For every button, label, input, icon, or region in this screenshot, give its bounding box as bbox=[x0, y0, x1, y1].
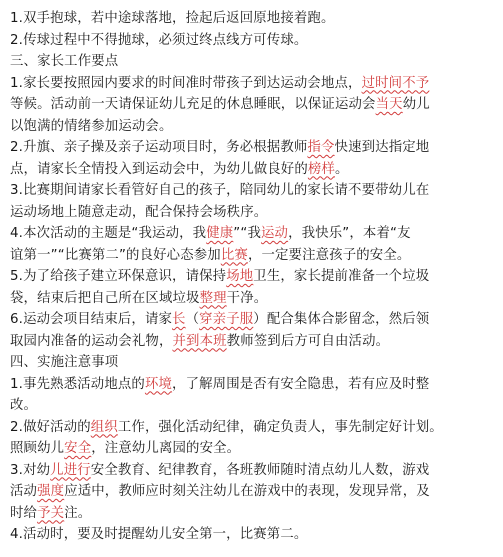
marked-text: 当天 bbox=[375, 97, 403, 112]
document-line bbox=[10, 309, 495, 331]
text-run: ，我快乐”，本着“友 bbox=[288, 226, 411, 241]
text-run: 袋，结束后把自己所在区域垃圾 bbox=[10, 290, 200, 306]
text-run: 4.活动时，要及时提醒幼儿安全第一，比赛第二。 bbox=[10, 527, 308, 542]
text-run: ，一定要注意孩子的安全。 bbox=[247, 247, 411, 263]
document-line bbox=[10, 524, 495, 546]
marked-text: 儿进行 bbox=[50, 462, 91, 478]
document-line bbox=[10, 159, 495, 181]
text-run: 点，请家长全情投入到运动会中，为幼儿做良好的 bbox=[10, 161, 308, 177]
text-run: 应适中，教师应时刻关注幼儿在游戏中的表现，发现异常，及 bbox=[64, 484, 430, 499]
marked-text: 强度 bbox=[37, 484, 65, 499]
marked-text: 场地 bbox=[226, 269, 254, 284]
text-run: 1.事先熟悉活动地点的 bbox=[10, 376, 145, 392]
marked-text: 长 bbox=[172, 312, 186, 327]
text-run: 改。 bbox=[10, 398, 38, 413]
text-run: 1.家长要按照园内要求的时间准时带孩子到达运动会地点， bbox=[10, 75, 362, 91]
text-run: 6.运动会项目结束后，请家 bbox=[10, 312, 173, 327]
text-run: 运动场地上随意走动，配合保持会场秩序。 bbox=[10, 204, 268, 220]
document-line bbox=[10, 8, 495, 30]
marked-text: 运动 bbox=[261, 226, 289, 241]
marked-text: 组织 bbox=[90, 419, 118, 435]
marked-text: 健康 bbox=[206, 226, 234, 241]
text-run: 三、家长工作要点 bbox=[10, 54, 119, 69]
marked-text: 指令 bbox=[307, 140, 335, 155]
text-run: 四、实施注意事项 bbox=[10, 355, 119, 370]
text-run: 工作，强化活动纪律，确定负责人，事先制定好计划。 bbox=[117, 419, 443, 435]
text-run: 卫生，家长提前准备一个垃圾 bbox=[253, 269, 430, 284]
text-run: 照顾幼儿 bbox=[10, 441, 65, 456]
marked-text: 予关 bbox=[37, 505, 65, 521]
document-line bbox=[10, 73, 495, 95]
text-run: 注。 bbox=[64, 505, 92, 521]
text-run: 谊第一”“比赛第二”的良好心态参加 bbox=[10, 247, 221, 263]
text-run: 时给 bbox=[10, 505, 38, 521]
document-line bbox=[10, 202, 495, 224]
document-line bbox=[10, 417, 495, 439]
text-run: 2.升旗、亲子操及亲子运动项目时，务必根据教师 bbox=[10, 140, 308, 155]
document-line bbox=[10, 395, 495, 417]
text-run: （ bbox=[185, 312, 200, 327]
document-line bbox=[10, 503, 495, 525]
marked-text: 穿亲子服 bbox=[199, 312, 254, 327]
text-run: 活动 bbox=[10, 484, 38, 499]
document-line bbox=[10, 460, 495, 482]
text-run: 幼儿 bbox=[402, 97, 430, 112]
document-line bbox=[10, 352, 495, 374]
text-run: 4.本次活动的主题是“我运动，我 bbox=[10, 226, 207, 241]
marked-text: 并到本班 bbox=[172, 333, 227, 349]
marked-text: 安全 bbox=[64, 441, 92, 456]
marked-text: 比赛 bbox=[220, 247, 248, 263]
text-run: ，注意幼儿离园的安全。 bbox=[91, 441, 241, 456]
text-run: ”“我 bbox=[233, 226, 262, 241]
marked-text: 环境 bbox=[144, 376, 173, 392]
document-line bbox=[10, 51, 495, 73]
text-run: 5.为了给孩子建立环保意识，请保持 bbox=[10, 269, 227, 284]
document-line bbox=[10, 374, 495, 396]
document-line bbox=[10, 245, 495, 267]
text-run: 取园内准备的运动会礼物， bbox=[10, 333, 173, 349]
marked-text: 榜样 bbox=[307, 161, 335, 177]
text-run: 教师签到后方可自由活动。 bbox=[226, 333, 390, 349]
document-line bbox=[10, 288, 495, 310]
text-run: 1.双手抱球，若中途球落地，捡起后返回原地接着跑。 bbox=[10, 11, 335, 26]
marked-text: 过时间不予 bbox=[361, 75, 430, 91]
document-line bbox=[10, 137, 495, 159]
text-run: 干净。 bbox=[226, 290, 268, 306]
document-line bbox=[10, 94, 495, 116]
text-run: ，了解周围是否有安全隐患，若有应及时整 bbox=[172, 376, 430, 392]
text-run: 。 bbox=[335, 161, 349, 177]
text-run: 等候。活动前一天请保证幼儿充足的休息睡眠，以保证运动会 bbox=[10, 97, 376, 112]
text-run: 2.做好活动的 bbox=[10, 419, 91, 435]
document-line bbox=[10, 30, 495, 52]
document-line bbox=[10, 438, 495, 460]
marked-text: 整理 bbox=[199, 290, 227, 306]
text-run: 以饱满的情绪参加运动会。 bbox=[10, 118, 173, 134]
text-run: 快速到达指定地 bbox=[334, 140, 430, 155]
document-line bbox=[10, 180, 495, 202]
document-line bbox=[10, 266, 495, 288]
text-run: 安全教育、纪律教育，各班教师随时清点幼儿人数，游戏 bbox=[90, 462, 430, 478]
text-run: 3.比赛期间请家长看管好自己的孩子，陪同幼儿的家长请不要带幼儿在 bbox=[10, 183, 430, 198]
document-line bbox=[10, 481, 495, 503]
text-run: 3.对幼 bbox=[10, 462, 51, 478]
document-line bbox=[10, 331, 495, 353]
document-line bbox=[10, 223, 495, 245]
text-run: ）配合集体合影留念，然后领 bbox=[253, 312, 430, 327]
document-line bbox=[10, 116, 495, 138]
text-run: 2.传球过程中不得抛球，必须过终点线方可传球。 bbox=[10, 32, 308, 48]
